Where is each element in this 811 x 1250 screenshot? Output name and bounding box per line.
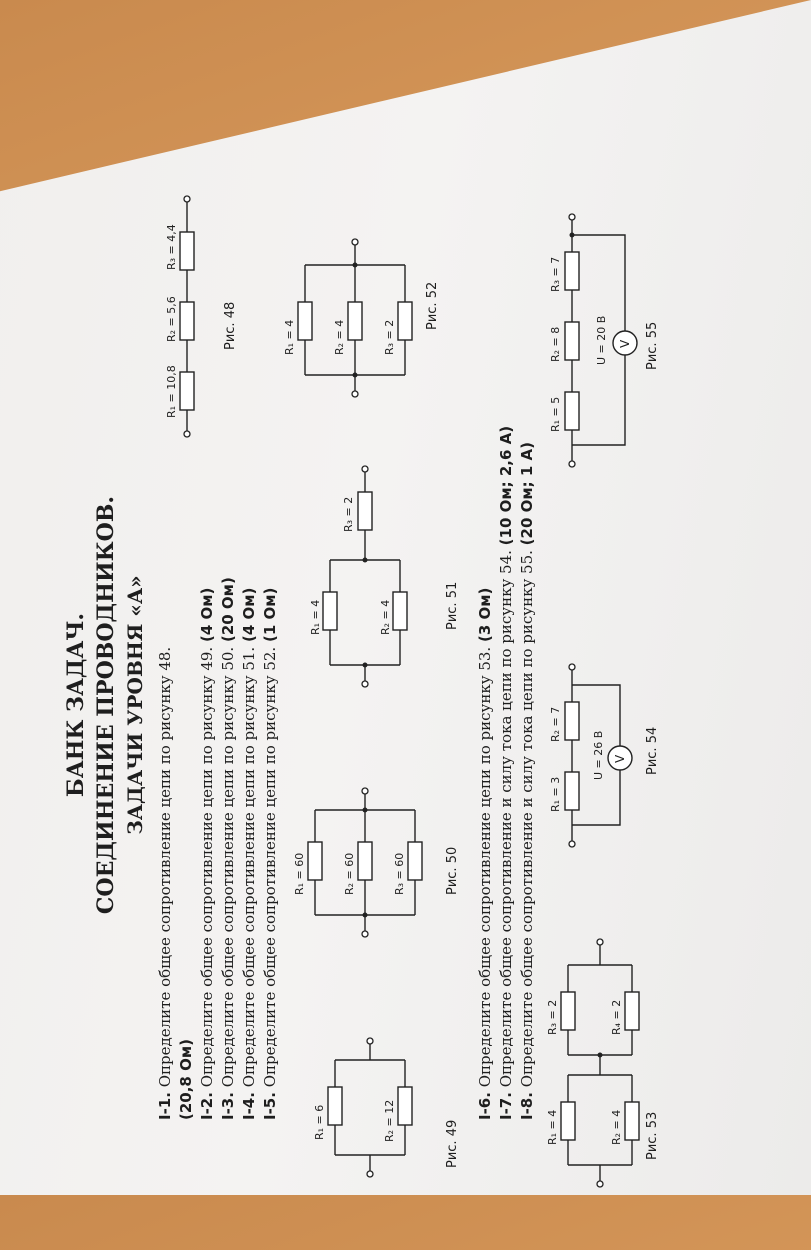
task-8: I-8. Определите общее сопротивление и силу тока цепи по рисунку 55. (20 Ом; 1 А) xyxy=(518,442,536,1120)
figure-55 xyxy=(550,170,660,470)
title-level: ЗАДАЧИ УРОВНЯ «А» xyxy=(123,575,147,835)
figure-48 xyxy=(165,180,225,440)
svg-text:R₁ = 4: R₁ = 4 xyxy=(283,319,296,355)
svg-text:U = 20 В: U = 20 В xyxy=(595,315,608,365)
caption-52: Рис. 52 xyxy=(425,281,440,330)
svg-text:R₂ = 4: R₂ = 4 xyxy=(379,599,392,635)
svg-text:R₂ = 4: R₂ = 4 xyxy=(610,1109,623,1145)
title-topic: СОЕДИНЕНИЕ ПРОВОДНИКОВ. xyxy=(93,495,119,915)
svg-text:R₂ = 12: R₂ = 12 xyxy=(383,1099,396,1142)
resistor-r1 xyxy=(180,372,194,410)
svg-text:R₁ = 3: R₁ = 3 xyxy=(549,776,562,812)
figure-51 xyxy=(309,450,435,690)
label-r1: R₁ = 10,8 xyxy=(165,365,178,418)
svg-text:R₃ = 2: R₃ = 2 xyxy=(342,496,355,532)
figure-52 xyxy=(285,220,425,400)
svg-text:R₃ = 2: R₃ = 2 xyxy=(546,999,559,1035)
svg-text:R₁ = 6: R₁ = 6 xyxy=(313,1104,326,1140)
resistor-r2 xyxy=(180,302,194,340)
rotated-page xyxy=(45,160,665,1250)
task-4: I-4. Определите общее сопротивление цепи по рисунку 51. (4 Ом) xyxy=(240,587,258,1120)
svg-text:R₃ = 60: R₃ = 60 xyxy=(393,852,406,895)
caption-51: Рис. 51 xyxy=(445,581,460,630)
svg-text:R₂ = 60: R₂ = 60 xyxy=(343,852,356,895)
svg-text:R₁ = 4: R₁ = 4 xyxy=(309,599,322,635)
svg-text:U = 26 В: U = 26 В xyxy=(592,730,605,780)
svg-text:R₃ = 2: R₃ = 2 xyxy=(383,319,396,355)
svg-text:R₁ = 4: R₁ = 4 xyxy=(546,1109,559,1145)
figure-53 xyxy=(546,910,660,1190)
task-1: I-1. Определите общее сопротивление цепи по рисунку 48. (20,8 Ом) xyxy=(156,646,195,1120)
svg-text:R₃ = 7: R₃ = 7 xyxy=(549,256,562,292)
task-5: I-5. Определите общее сопротивление цепи по рисунку 52. (1 Ом) xyxy=(261,587,279,1120)
svg-text:R₁ = 5: R₁ = 5 xyxy=(549,396,562,432)
figure-49 xyxy=(315,1030,435,1180)
figure-54 xyxy=(550,610,660,850)
svg-text:R₄ = 2: R₄ = 2 xyxy=(610,999,623,1035)
label-r3: R₃ = 4,4 xyxy=(165,224,178,270)
svg-text:R₂ = 7: R₂ = 7 xyxy=(549,706,562,742)
caption-48: Рис. 48 xyxy=(223,301,238,350)
svg-text:V: V xyxy=(613,754,627,763)
title-bank: БАНК ЗАДАЧ. xyxy=(63,612,89,798)
resistor-r3 xyxy=(180,232,194,270)
svg-text:R₂ = 4: R₂ = 4 xyxy=(333,319,346,355)
svg-text:R₂ = 8: R₂ = 8 xyxy=(549,326,562,362)
caption-55: Рис. 55 xyxy=(645,321,660,370)
task-6: I-6. Определите общее сопротивление цепи по рисунку 53. (3 Ом) xyxy=(476,587,494,1120)
caption-49: Рис. 49 xyxy=(445,1119,460,1168)
caption-53: Рис. 53 xyxy=(645,1111,660,1160)
svg-text:R₁ = 60: R₁ = 60 xyxy=(293,852,306,895)
task-2: I-2. Определите общее сопротивление цепи по рисунку 49. (4 Ом) xyxy=(198,587,216,1120)
task-3: I-3. Определите общее сопротивление цепи по рисунку 50. (20 Ом) xyxy=(219,577,237,1120)
caption-50: Рис. 50 xyxy=(445,846,460,895)
figure-50 xyxy=(295,780,435,940)
label-r2: R₂ = 5,6 xyxy=(165,296,178,342)
svg-text:V: V xyxy=(618,339,632,348)
task-7: I-7. Определите общее сопротивление и силу тока цепи по рисунку 54. (10 Ом; 2,6 А) xyxy=(497,425,515,1120)
caption-54: Рис. 54 xyxy=(645,726,660,775)
